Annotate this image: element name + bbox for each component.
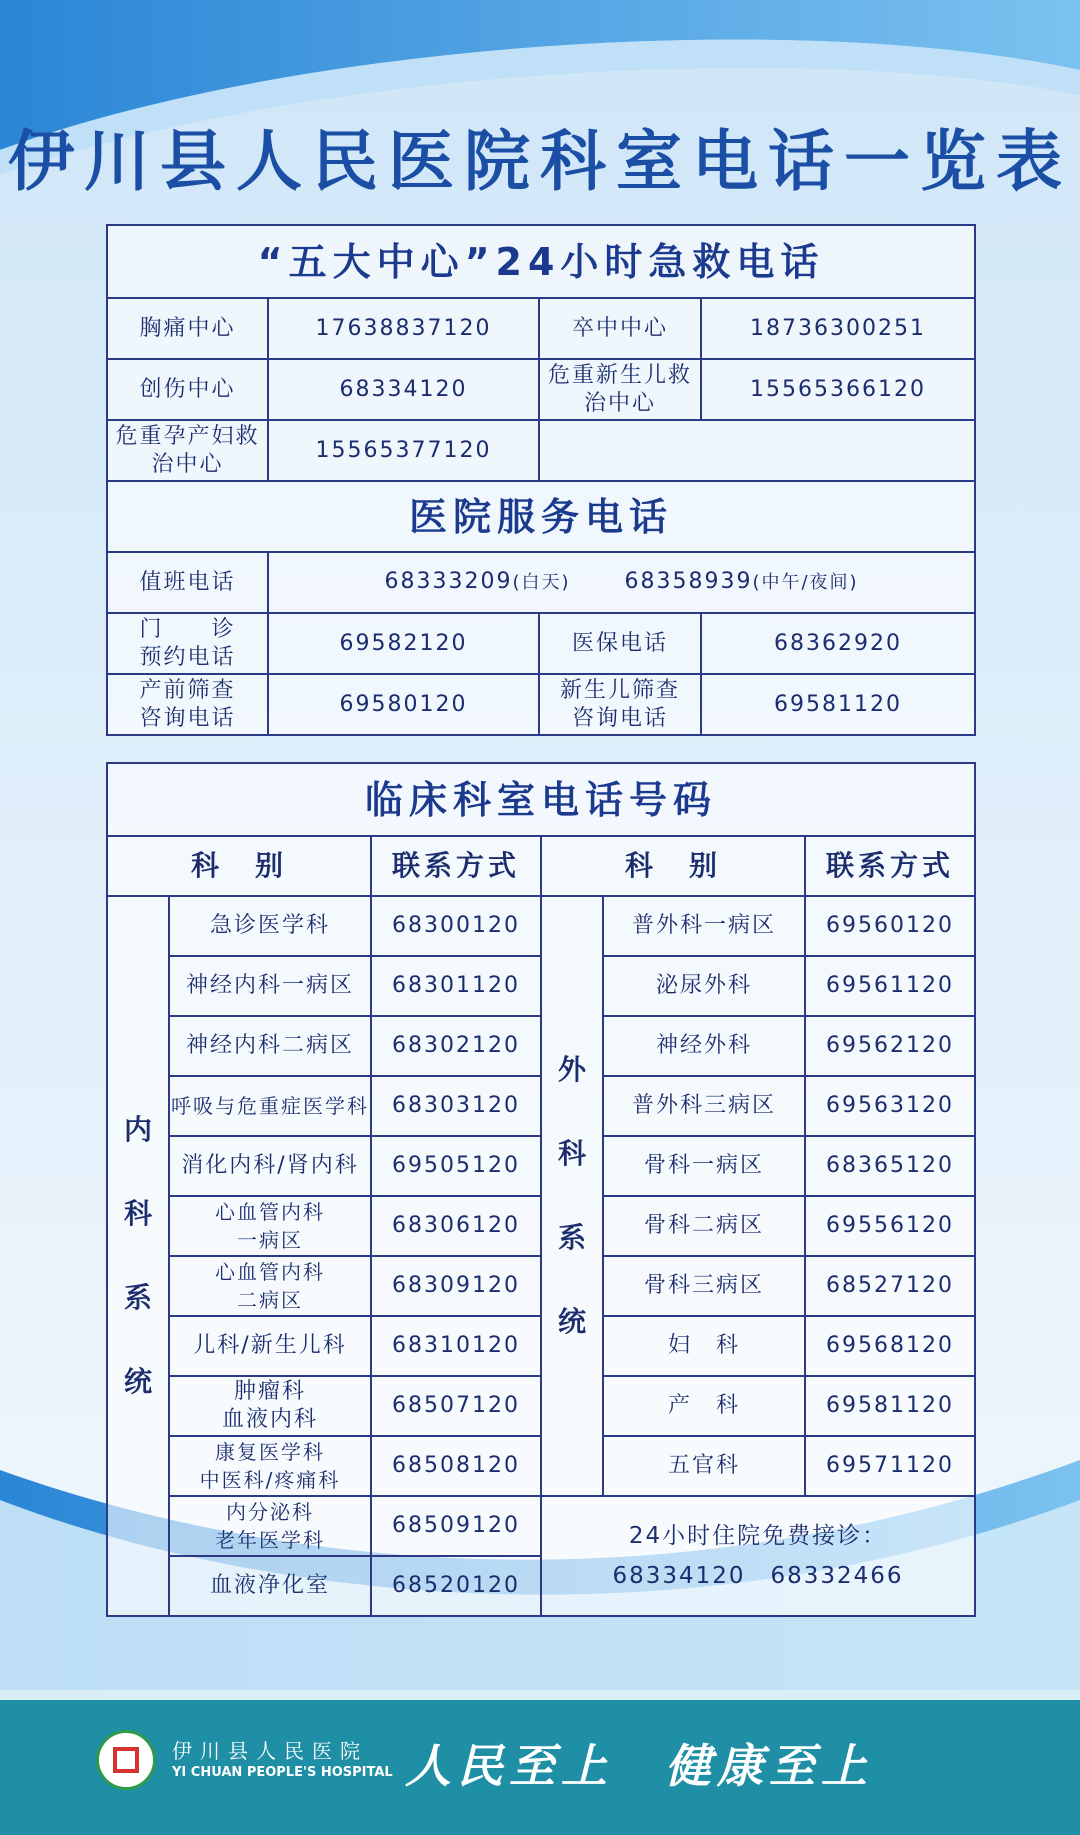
- department-phone: 68509120: [371, 1496, 541, 1556]
- duty-night-phone: 68358939: [624, 569, 753, 594]
- department-name: 神经内科二病区: [169, 1016, 371, 1076]
- free-pickup-numbers: 68334120 68332466: [612, 1563, 904, 1589]
- column-header-dept: 科 别: [107, 836, 371, 896]
- department-phone: 68527120: [805, 1256, 975, 1316]
- surgical-system-label: 外 科 系 统: [541, 896, 603, 1496]
- department-phone: 68520120: [371, 1556, 541, 1616]
- department-phone: 68300120: [371, 896, 541, 956]
- department-phone: 68309120: [371, 1256, 541, 1316]
- department-name: 呼吸与危重症医学科: [169, 1076, 371, 1136]
- department-name: 骨科二病区: [603, 1196, 805, 1256]
- department-name: 五官科: [603, 1436, 805, 1496]
- column-header-dept: 科 别: [541, 836, 805, 896]
- free-pickup-cell: [541, 1496, 975, 1616]
- department-name: 消化内科/肾内科: [169, 1136, 371, 1196]
- department-phone: 69560120: [805, 896, 975, 956]
- department-phone: 68310120: [371, 1316, 541, 1376]
- department-name: 急诊医学科: [169, 896, 371, 956]
- department-name: 血液净化室: [169, 1556, 371, 1616]
- slogan: 人民至上 健康至上: [405, 1739, 873, 1793]
- department-phone: 69556120: [805, 1196, 975, 1256]
- duty-label: 值班电话: [107, 552, 268, 613]
- emergency-header: “五大中心”24小时急救电话: [107, 225, 975, 298]
- department-name: 骨科一病区: [603, 1136, 805, 1196]
- column-header-contact: 联系方式: [371, 836, 541, 896]
- emergency-service-table: [106, 224, 976, 736]
- center-label: 危重新生儿救治中心: [539, 359, 701, 420]
- department-phone: 69561120: [805, 956, 975, 1016]
- center-label: 创伤中心: [107, 359, 268, 420]
- department-phone: 69568120: [805, 1316, 975, 1376]
- department-name: 内分泌科 老年医学科: [169, 1496, 371, 1556]
- empty-cell: [539, 420, 975, 481]
- service-phone: 68362920: [701, 613, 975, 674]
- service-label: 新生儿筛查 咨询电话: [539, 674, 701, 735]
- service-phone: 69580120: [268, 674, 539, 735]
- department-name: 康复医学科 中医科/疼痛科: [169, 1436, 371, 1496]
- department-phone: 69581120: [805, 1376, 975, 1436]
- department-phone: 68302120: [371, 1016, 541, 1076]
- column-header-contact: 联系方式: [805, 836, 975, 896]
- department-phone: 68301120: [371, 956, 541, 1016]
- duty-day-phone: 68333209: [384, 569, 513, 594]
- department-phone: 68303120: [371, 1076, 541, 1136]
- service-header: 医院服务电话: [107, 481, 975, 552]
- clinical-header: 临床科室电话号码: [107, 763, 975, 836]
- department-name: 儿科/新生儿科: [169, 1316, 371, 1376]
- department-name: 骨科三病区: [603, 1256, 805, 1316]
- department-phone: 69571120: [805, 1436, 975, 1496]
- department-name: 心血管内科 二病区: [169, 1256, 371, 1316]
- department-name: 泌尿外科: [603, 956, 805, 1016]
- service-label: 产前筛查 咨询电话: [107, 674, 268, 735]
- department-name: 普外科一病区: [603, 896, 805, 956]
- hospital-name-en: YI CHUAN PEOPLE'S HOSPITAL: [172, 1765, 393, 1780]
- department-phone: 69563120: [805, 1076, 975, 1136]
- department-name: 心血管内科 一病区: [169, 1196, 371, 1256]
- hospital-name-cn: 伊川县人民医院: [172, 1739, 368, 1763]
- department-name: 肿瘤科 血液内科: [169, 1376, 371, 1436]
- free-pickup-label: 24小时住院免费接诊：: [628, 1523, 888, 1549]
- service-phone: 69581120: [701, 674, 975, 735]
- center-label: 危重孕产妇救治中心: [107, 420, 268, 481]
- footer-divider: [0, 1690, 1080, 1700]
- internal-system-label: 内 科 系 统: [107, 896, 169, 1616]
- service-label: 医保电话: [539, 613, 701, 674]
- department-phone: 68507120: [371, 1376, 541, 1436]
- center-label: 卒中中心: [539, 298, 701, 359]
- duty-day-note: (白天): [512, 572, 571, 593]
- service-phone: 69582120: [268, 613, 539, 674]
- center-phone: 15565366120: [701, 359, 975, 420]
- department-phone: 69562120: [805, 1016, 975, 1076]
- department-name: 妇 科: [603, 1316, 805, 1376]
- service-label: 门 诊 预约电话: [107, 613, 268, 674]
- duty-phones: [268, 552, 975, 613]
- center-label: 胸痛中心: [107, 298, 268, 359]
- department-name: 产 科: [603, 1376, 805, 1436]
- department-phone: 68306120: [371, 1196, 541, 1256]
- department-phone: 69505120: [371, 1136, 541, 1196]
- department-name: 普外科三病区: [603, 1076, 805, 1136]
- hospital-logo-icon: [96, 1730, 156, 1790]
- department-phone: 68508120: [371, 1436, 541, 1496]
- center-phone: 17638837120: [268, 298, 539, 359]
- clinical-table: [106, 762, 976, 1617]
- page-title: 伊川县人民医院科室电话一览表: [8, 123, 1072, 200]
- center-phone: 15565377120: [268, 420, 539, 481]
- center-phone: 18736300251: [701, 298, 975, 359]
- duty-night-note: (中午/夜间): [752, 572, 859, 593]
- center-phone: 68334120: [268, 359, 539, 420]
- department-name: 神经外科: [603, 1016, 805, 1076]
- department-name: 神经内科一病区: [169, 956, 371, 1016]
- department-phone: 68365120: [805, 1136, 975, 1196]
